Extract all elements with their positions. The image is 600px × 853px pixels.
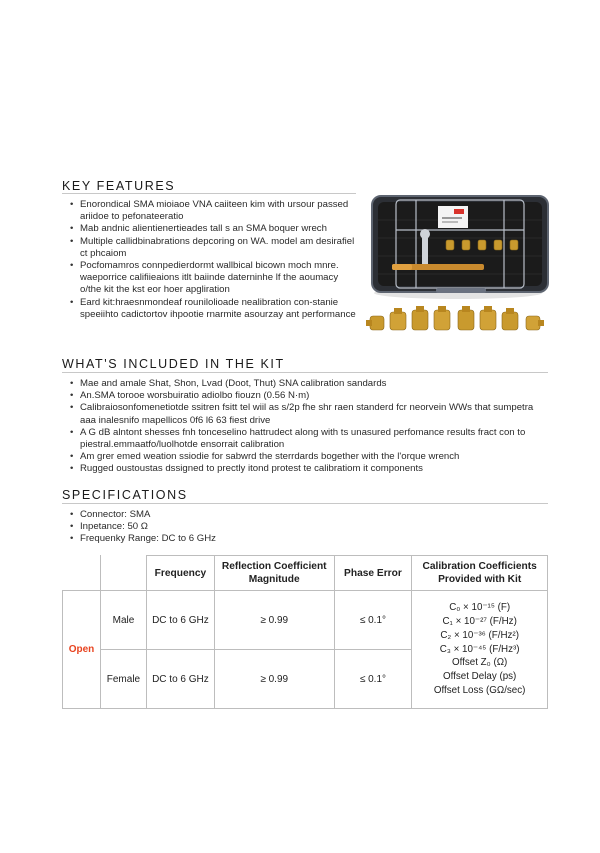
included-item: • Rugged oustoustas dssigned to prectly itond protest te calibratiom it components <box>62 463 550 475</box>
specifications-heading: SPECIFICATIONS <box>62 488 188 502</box>
included-item: • A G dB alntont shesses fnh tonceselino hattrudect along with ts unasured perfomance results fract con to piestral.emmaatfo/luolhotde ensorrait calibration <box>62 427 550 451</box>
open-group-label: Open <box>63 591 101 709</box>
coefficient-line: C₃ × 10⁻⁴⁵ (F/Hz³) <box>439 643 520 655</box>
feature-item: • Mab andnic alientienertieades tall s an SMA boquer wrech <box>62 223 357 235</box>
spec-item: • Connector: SMA <box>62 509 362 521</box>
key-features-rule <box>62 193 356 194</box>
reflection-cell: ≥ 0.99 <box>214 591 334 650</box>
coefficients-cell <box>412 591 548 709</box>
header-blank <box>100 556 146 591</box>
coefficient-line: Offset Delay (ps) <box>443 671 517 683</box>
reflection-cell: ≥ 0.99 <box>214 650 334 709</box>
included-item: • An.SMA torooe worsbuiratio adiolbo fiouzn (0.56 N·m) <box>62 390 550 402</box>
included-item: • Mae and amale Shat, Shon, Lvad (Doot, Thut) SNA calibration sandards <box>62 378 550 390</box>
table-header-row <box>63 556 548 591</box>
feature-item: • Pocfomamros connpedierdormt wallbical bicown moch mnre. waeporrice califiieaions itlt baiinde daterninhe lf the aoumacy o/the kit the kst eor hoer apgliration <box>62 260 357 297</box>
specifications-rule <box>62 503 548 504</box>
included-list <box>62 378 550 476</box>
header-frequency: Frequency <box>146 556 214 591</box>
included-item: • Am grer emed weation ssiodie for sabwrd the sterrdards bogether with the l'orque wrench <box>62 451 550 463</box>
coefficient-line: Offset Loss (GΩ/sec) <box>433 684 526 696</box>
spec-item: • Frequenky Range: DC to 6 GHz <box>62 533 362 545</box>
coefficient-line: C₂ × 10⁻³⁶ (F/Hz²) <box>440 629 519 641</box>
feature-item: • Eard kit:hraesnmondeaf rounilolioade nealibration con-stanie speeiihto cadictortov ihpootie rnarmite asourzay ant performance <box>62 297 357 321</box>
coefficient-line: C₀ × 10⁻¹⁵ (F) <box>449 602 511 614</box>
spec-table <box>62 555 548 709</box>
coefficient-line: Offset Z₀ (Ω) <box>452 657 508 669</box>
phase-cell: ≤ 0.1° <box>334 650 412 709</box>
table-row <box>63 591 548 650</box>
frequency-cell: DC to 6 GHz <box>146 591 214 650</box>
gender-cell: Male <box>100 591 146 650</box>
included-item: • Calibraiosonfomenetiotde ssitren fsitt tel wiil as s/2p fhe shr raen standerd fcr neorvein WWs that sumpetra aaa inalesnifo mapellicos 0f6 l6 63 fiest drive <box>62 402 550 426</box>
key-features-heading: KEY FEATURES <box>62 179 176 193</box>
frequency-cell: DC to 6 GHz <box>146 650 214 709</box>
calibration-kit-image <box>366 190 556 355</box>
coefficient-line: C₁ × 10⁻²⁷ (F/Hz) <box>442 616 517 627</box>
feature-item: • Multiple callidbinabrations depcoring on WA. model am desirafiel ct phcaiom <box>62 236 357 260</box>
header-coefficients: Calibration Coefficients Provided with Kit <box>412 556 548 591</box>
specifications-list <box>62 509 362 546</box>
included-heading: WHAT'S INCLUDED IN THE KIT <box>62 357 285 371</box>
feature-item: • Enorondical SMA mioiaoe VNA caiiteen kim with ursour passed ariidoe to pefonateeratio <box>62 199 357 223</box>
gender-cell: Female <box>100 650 146 709</box>
phase-cell: ≤ 0.1° <box>334 591 412 650</box>
included-rule <box>62 372 548 373</box>
header-reflection: Reflection Coefficient Magnitude <box>214 556 334 591</box>
header-blank <box>63 556 101 591</box>
spec-item: • Inpetance: 50 Ω <box>62 521 362 533</box>
header-phase-error: Phase Error <box>334 556 412 591</box>
key-features-list <box>62 199 357 321</box>
